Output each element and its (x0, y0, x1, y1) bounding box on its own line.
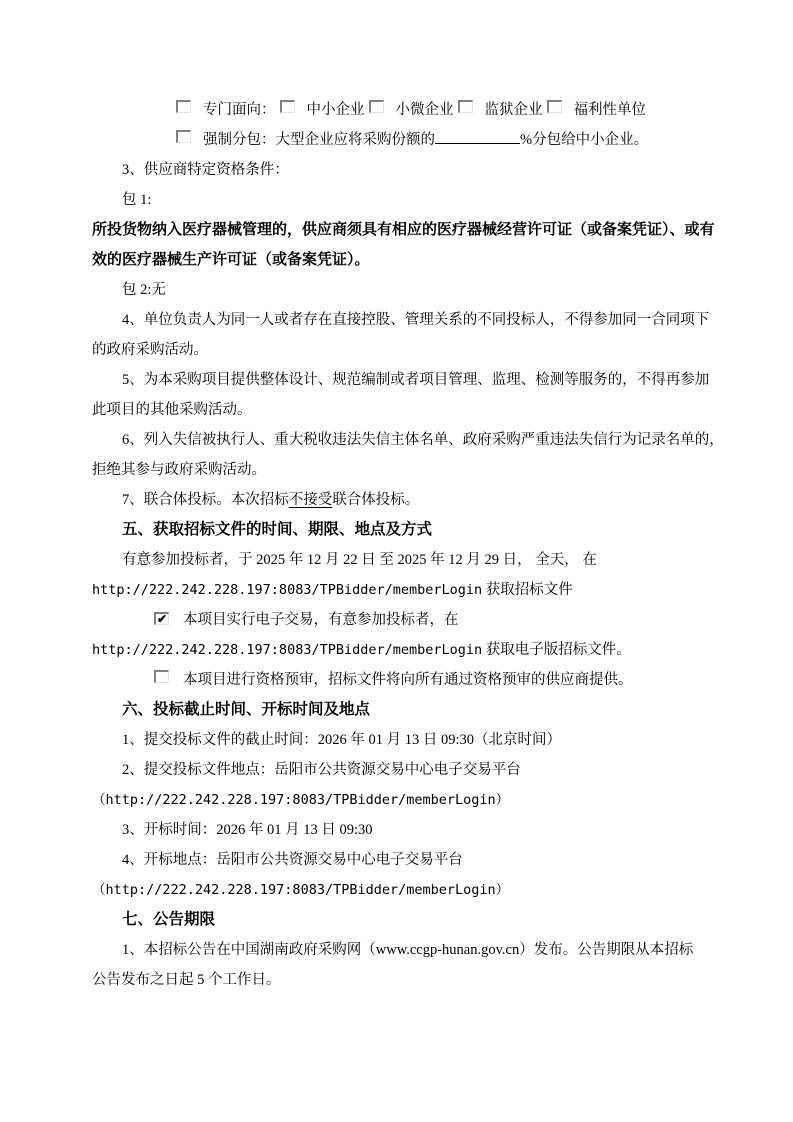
set-aside-lead-checkbox[interactable] (176, 100, 191, 113)
subcontract-checkbox[interactable] (176, 130, 191, 143)
bid-submission-place-url: （http://222.242.228.197:8083/TPBidder/memberLogin） (92, 792, 510, 808)
electronic-trading-row (92, 605, 710, 635)
checkbox-micro-enterprise[interactable] (369, 100, 384, 113)
package-1-requirement-line-1: 所投货物纳入医疗器械管理的，供应商须具有相应的医疗器械经营许可证（或备案凭证）、或有 (92, 221, 715, 238)
bid-opening-place: 4、开标地点：岳阳市公共资源交易中心电子交易平台 (122, 852, 463, 868)
bid-opening-place-url: （http://222.242.228.197:8083/TPBidder/memberLogin） (92, 882, 510, 898)
item-3-supplier-specific-qualifications: 3、供应商特定资格条件： (122, 162, 289, 178)
document-body (92, 95, 724, 995)
set-aside-lead-label: 专门面向： (203, 102, 276, 118)
blank-underline (435, 130, 520, 144)
item-7-consortium-bidding (92, 485, 710, 515)
package-1-label: 包 1: (122, 192, 152, 208)
bid-submission-place: 2、提交投标文件地点：岳阳市公共资源交易中心电子交易平台 (122, 762, 521, 778)
option-label-micro-enterprise: 小微企业 (395, 102, 454, 118)
electronic-trading-text: 本项目实行电子交易，有意参加投标者，在 (183, 612, 459, 628)
bid-opening-time: 3、开标时间：2026 年 01 月 13 日 09:30 (122, 822, 373, 838)
bid-submission-deadline: 1、提交投标文件的截止时间：2026 年 01 月 13 日 09:30（北京时间） (122, 732, 562, 748)
item-6-line-1: 6、列入失信被执行人、重大税收违法失信主体名单、政府采购严重违法失信行为记录名单的， (122, 432, 724, 448)
electronic-trading-url: http://222.242.228.197:8083/TPBidder/memberLogin (92, 642, 483, 658)
section-6-heading: 六、投标截止时间、开标时间及地点 (122, 701, 371, 718)
checkbox-welfare-unit[interactable] (547, 100, 562, 113)
subcontract-row (92, 125, 710, 155)
electronic-trading-suffix: 获取电子版招标文件。 (482, 642, 631, 658)
item-4-line-2: 的政府采购活动。 (92, 342, 208, 358)
prequalification-text: 本项目进行资格预审，招标文件将向所有通过资格预审的供应商提供。 (183, 672, 633, 688)
item-6-line-2: 拒绝其参与政府采购活动。 (92, 462, 266, 478)
prequalification-checkbox[interactable] (154, 670, 169, 683)
option-label-small-medium-enterprise: 中小企业 (306, 102, 365, 118)
prequalification-row (92, 665, 710, 695)
subcontract-text-after-blank: %分包给中小企业。 (520, 132, 649, 148)
set-aside-row (92, 95, 710, 125)
item-4-line-1: 4、单位负责人为同一人或者存在直接控股、管理关系的不同投标人，不得参加同一合同项下 (122, 312, 710, 328)
item-5-line-1: 5、为本采购项目提供整体设计、规范编制或者项目管理、监理、检测等服务的，不得再参加 (122, 372, 710, 388)
subcontract-text-before-blank: 大型企业应将采购份额的 (275, 132, 435, 148)
subcontract-label: 强制分包： (203, 132, 276, 148)
electronic-trading-line-2 (92, 635, 710, 665)
obtain-documents-line-2 (92, 575, 710, 605)
obtain-documents-suffix: 获取招标文件 (482, 582, 573, 598)
package-1-requirement-line-2: 效的医疗器械生产许可证（或备案凭证）。 (92, 251, 370, 268)
option-label-welfare-unit: 福利性单位 (573, 102, 646, 118)
option-label-prison-enterprise: 监狱企业 (484, 102, 543, 118)
announcement-period-line-2: 公告发布之日起 5 个工作日。 (92, 972, 281, 988)
electronic-trading-checkbox[interactable]: ✔ (154, 612, 169, 625)
package-2-label: 包 2:无 (122, 282, 166, 298)
item-5-line-2: 此项目的其他采购活动。 (92, 402, 252, 418)
obtain-documents-url: http://222.242.228.197:8083/TPBidder/memberLogin (92, 582, 483, 598)
item-7-suffix: 联合体投标。 (332, 492, 420, 508)
obtain-documents-line-1: 有意参加投标者，于 2025 年 12 月 22 日 至 2025 年 12 月 29 日， 全天， 在 (122, 552, 597, 568)
section-5-heading: 五、获取招标文件的时间、期限、地点及方式 (122, 521, 433, 538)
section-7-heading: 七、公告期限 (122, 911, 216, 928)
item-7-prefix: 7、联合体投标。本次招标 (122, 492, 289, 508)
checkbox-small-medium-enterprise[interactable] (280, 100, 295, 113)
item-7-not-accepted-underlined: 不接受 (288, 492, 333, 508)
checkbox-prison-enterprise[interactable] (458, 100, 473, 113)
announcement-period-line-1: 1、本招标公告在中国湖南政府采购网（www.ccgp-hunan.gov.cn）发布。公告期限从本招标 (122, 942, 694, 958)
